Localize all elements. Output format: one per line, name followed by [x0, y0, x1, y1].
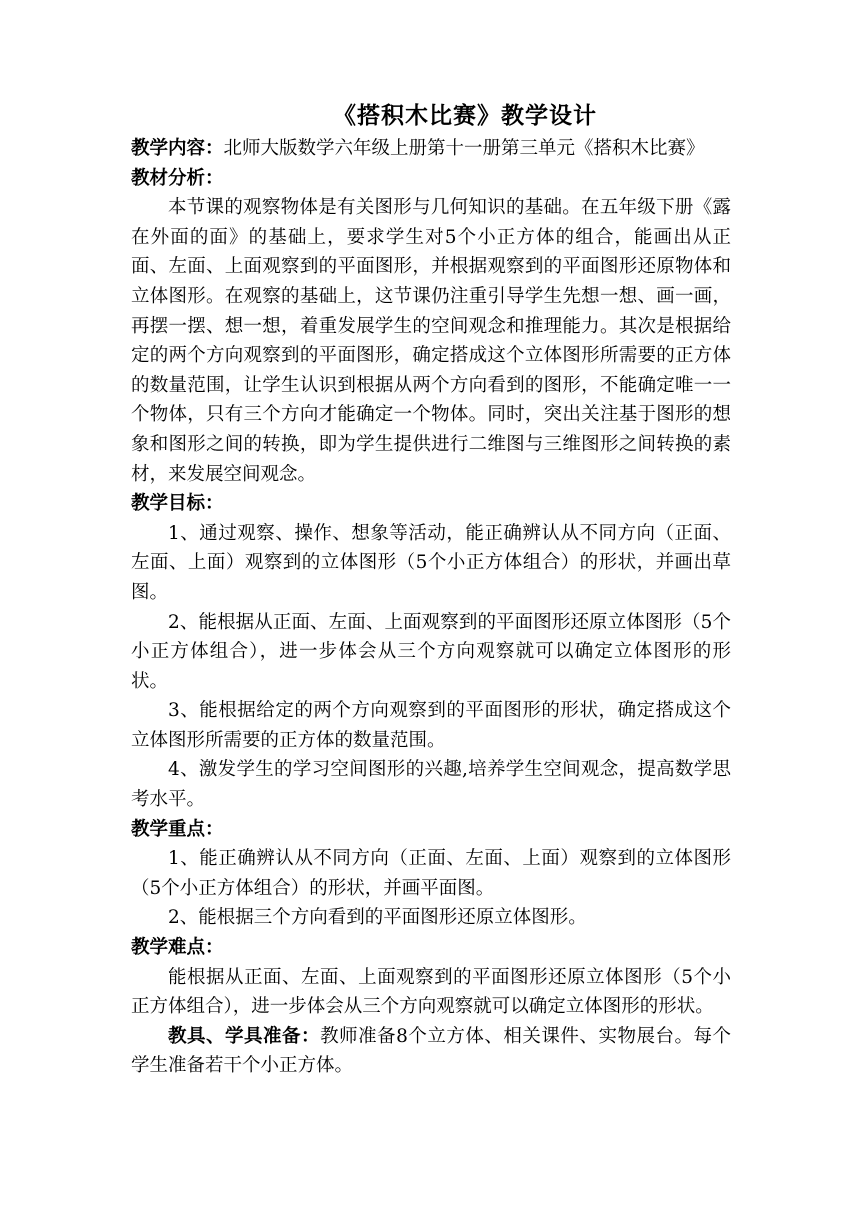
key-point-1: 1、能正确辨认从不同方向（正面、左面、上面）观察到的立体图形（5个小正方体组合）的形状，并画平面图。 — [131, 848, 731, 899]
tools-label: 教具、学具准备： — [168, 1025, 321, 1047]
goal-item-1: 1、通过观察、操作、想象等活动，能正确辨认从不同方向（正面、左面、上面）观察到的立体图形（5个小正方体组合）的形状，并画出草图。 — [131, 522, 731, 603]
analysis-paragraph: 本节课的观察物体是有关图形与几何知识的基础。在五年级下册《露在外面的面》的基础上，要求学生对5个小正方体的组合，能画出从正面、左面、上面观察到的平面图形，并根据观察到的平面图形还原物体和立体图形。在观察的基础上，这节课仍注重引导学生先想一想、画一画，再摆一摆、想一想，着重发展学生的空间观念和推理能力。其次是根据给定的两个方向观察到的平面图形，确定搭成这个立体图形所需要的正方体的数量范围，让学生认识到根据从两个方向看到的图形，不能确定唯一一个物体，只有三个方向才能确定一个物体。同时，突出关注基于图形的想象和图形之间的转换，即为学生提供进行二维图与三维图形之间转换的素材，来发展空间观念。 — [131, 197, 731, 485]
difficulty-heading: 教学难点： — [131, 937, 224, 959]
document-body — [131, 134, 731, 1081]
content-label: 教学内容： — [131, 138, 224, 159]
content-text: 北师大版数学六年级上册第十一册第三单元《搭积木比赛》 — [223, 138, 705, 159]
goals-heading: 教学目标： — [131, 493, 224, 515]
key-points-heading: 教学重点： — [131, 818, 224, 840]
key-point-2: 2、能根据三个方向看到的平面图形还原立体图形。 — [168, 907, 587, 929]
content-line — [131, 134, 731, 164]
tools-text: 教师准备8个立方体、相关课件、实物展台。每个学生准备若干个小正方体。 — [131, 1025, 731, 1077]
document-title: 《搭积木比赛》教学设计 — [333, 102, 597, 129]
goal-item-3: 3、能根据给定的两个方向观察到的平面图形的形状，确定搭成这个立体图形所需要的正方体的数量范围。 — [131, 700, 731, 751]
tools-line — [131, 1022, 731, 1081]
goal-item-2: 2、能根据从正面、左面、上面观察到的平面图形还原立体图形（5个小正方体组合），进一步体会从三个方向观察就可以确定立体图形的形状。 — [131, 611, 731, 692]
analysis-heading: 教材分析： — [131, 167, 224, 189]
goal-item-4: 4、激发学生的学习空间图形的兴趣,培养学生空间观念，提高数学思考水平。 — [131, 759, 731, 811]
difficulty-paragraph: 能根据从正面、左面、上面观察到的平面图形还原立体图形（5个小正方体组合），进一步体会从三个方向观察就可以确定立体图形的形状。 — [131, 966, 731, 1018]
